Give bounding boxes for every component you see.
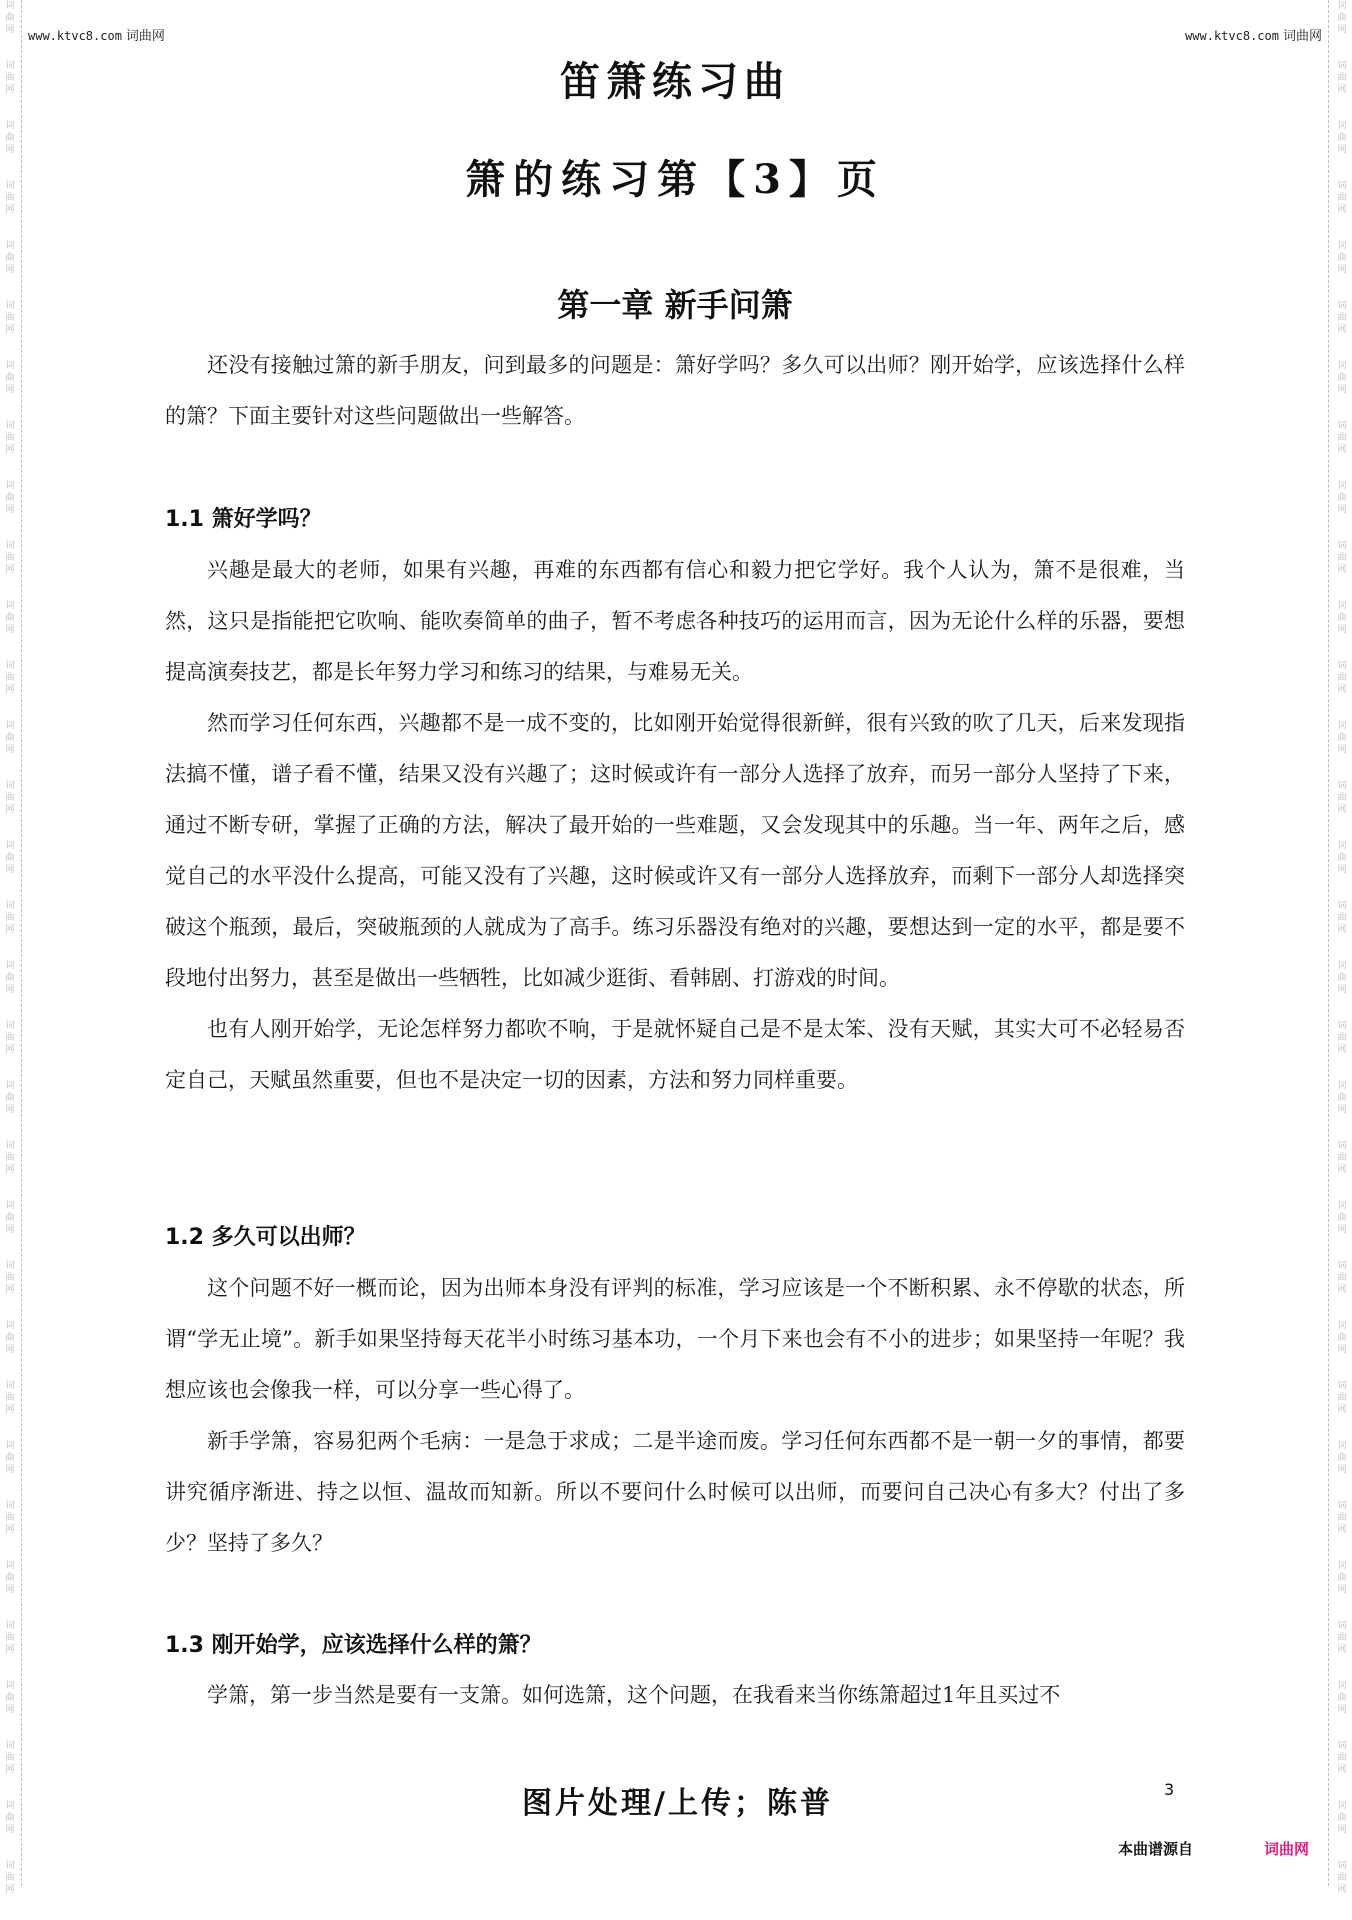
watermark-char: 网: [5, 505, 15, 515]
watermark-char: 网: [1337, 1885, 1347, 1895]
watermark-group: [1332, 1740, 1352, 1800]
watermark-char: 曲: [1337, 1333, 1347, 1343]
document-title: 笛箫练习曲: [560, 58, 790, 105]
section-body-1-3: [165, 1670, 1185, 1721]
watermark-group: [1332, 1860, 1352, 1920]
watermark-char: 曲: [5, 1513, 15, 1523]
watermark-char: 网: [5, 1105, 15, 1115]
watermark-char: 曲: [5, 1753, 15, 1763]
watermark-char: 词: [1337, 421, 1347, 431]
watermark-char: 词: [5, 1561, 15, 1571]
watermark-char: 曲: [1337, 1873, 1347, 1883]
watermark-char: 曲: [5, 373, 15, 383]
watermark-char: 网: [1337, 1105, 1347, 1115]
watermark-char: 网: [1337, 1405, 1347, 1415]
watermark-char: 词: [1337, 1201, 1347, 1211]
watermark-char: 曲: [1337, 853, 1347, 863]
watermark-char: 曲: [1337, 13, 1347, 23]
watermark-char: 曲: [5, 613, 15, 623]
watermark-char: 曲: [1337, 1753, 1347, 1763]
watermark-char: 曲: [1337, 1573, 1347, 1583]
watermark-char: 词: [1337, 1321, 1347, 1331]
watermark-char: 词: [1337, 841, 1347, 851]
watermark-group: [1332, 1140, 1352, 1200]
watermark-char: 网: [5, 1465, 15, 1475]
paragraph: 还没有接触过箫的新手朋友，问到最多的问题是：箫好学吗？多久可以出师？刚开始学，应该选择什么样的箫？下面主要针对这些问题做出一些解答。: [165, 353, 1185, 428]
watermark-char: 词: [5, 1861, 15, 1871]
watermark-char: 网: [5, 625, 15, 635]
watermark-group: [1332, 1560, 1352, 1620]
watermark-char: 曲: [1337, 973, 1347, 983]
watermark-group: [0, 1320, 20, 1380]
watermark-char: 网: [1337, 805, 1347, 815]
watermark-char: 曲: [1337, 133, 1347, 143]
watermark-char: 网: [5, 1165, 15, 1175]
site-url: www.ktvc8.com: [1185, 29, 1279, 43]
watermark-char: 词: [1337, 1681, 1347, 1691]
watermark-group: [1332, 360, 1352, 420]
watermark-char: 曲: [5, 1693, 15, 1703]
watermark-group: [1332, 1440, 1352, 1500]
watermark-char: 词: [5, 421, 15, 431]
watermark-char: 词: [1337, 1081, 1347, 1091]
watermark-char: 曲: [1337, 493, 1347, 503]
watermark-char: 曲: [1337, 1273, 1347, 1283]
watermark-char: 网: [1337, 85, 1347, 95]
paragraph: 也有人刚开始学，无论怎样努力都吹不响，于是就怀疑自己是不是太笨、没有天赋，其实大可不必轻易否定自己，天赋虽然重要，但也不是决定一切的因素，方法和努力同样重要。: [165, 1017, 1185, 1092]
watermark-char: 词: [1337, 961, 1347, 971]
watermark-group: [1332, 840, 1352, 900]
section-body-1-2: [165, 1263, 1185, 1569]
watermark-char: 网: [1337, 205, 1347, 215]
watermark-char: 词: [5, 361, 15, 371]
watermark-group: [1332, 540, 1352, 600]
watermark-char: 曲: [1337, 733, 1347, 743]
watermark-group: [1332, 960, 1352, 1020]
watermark-char: 曲: [1337, 1513, 1347, 1523]
watermark-char: 网: [1337, 145, 1347, 155]
upload-credit: 图片处理/上传；陈普: [522, 1786, 833, 1821]
watermark-char: 词: [1337, 1801, 1347, 1811]
watermark-group: [0, 900, 20, 960]
watermark-char: 网: [5, 1345, 15, 1355]
watermark-char: 网: [5, 1525, 15, 1535]
watermark-char: 词: [5, 1681, 15, 1691]
watermark-char: 网: [5, 565, 15, 575]
watermark-char: 词: [1337, 301, 1347, 311]
watermark-char: 词: [5, 1501, 15, 1511]
watermark-group: [1332, 660, 1352, 720]
watermark-char: 曲: [5, 193, 15, 203]
watermark-char: 曲: [1337, 1393, 1347, 1403]
watermark-char: 曲: [5, 973, 15, 983]
watermark-char: 曲: [5, 1333, 15, 1343]
paragraph: 学箫，第一步当然是要有一支箫。如何选箫，这个问题，在我看来当你练箫超过1年且买过不: [207, 1683, 1061, 1707]
watermark-char: 曲: [5, 253, 15, 263]
paragraph: 兴趣是最大的老师，如果有兴趣，再难的东西都有信心和毅力把它学好。我个人认为，箫不是很难，当然，这只是指能把它吹响、能吹奏简单的曲子，暂不考虑各种技巧的运用而言，因为无论什么样的乐器，要想提高演奏技艺，都是长年努力学习和练习的结果，与难易无关。: [165, 558, 1185, 684]
watermark-char: 曲: [1337, 1153, 1347, 1163]
paragraph: 然而学习任何东西，兴趣都不是一成不变的，比如刚开始觉得很新鲜，很有兴致的吹了几天，后来发现指法搞不懂，谱子看不懂，结果又没有兴趣了；这时候或许有一部分人选择了放弃，而另一部分人坚持了下来，通过不断专研，掌握了正确的方法，解决了最开始的一些难题，又会发现其中的乐趣。当一年、两年之后，感觉自己的水平没什么提高，可能又没有了兴趣，这时候或许又有一部分人选择放弃，而剩下一部分人却选择突破这个瓶颈，最后，突破瓶颈的人就成为了高手。练习乐器没有绝对的兴趣，要想达到一定的水平，都是要不段地付出努力，甚至是做出一些牺牲，比如减少逛街、看韩剧、打游戏的时间。: [165, 711, 1185, 990]
watermark-char: 词: [1337, 661, 1347, 671]
watermark-char: 词: [5, 1261, 15, 1271]
watermark-group: [1332, 480, 1352, 540]
watermark-char: 曲: [5, 1633, 15, 1643]
watermark-char: 词: [1337, 1441, 1347, 1451]
header-watermark-left[interactable]: [28, 25, 165, 44]
watermark-char: 网: [1337, 1345, 1347, 1355]
chapter-intro: [165, 340, 1185, 442]
watermark-char: 网: [5, 205, 15, 215]
watermark-char: 网: [1337, 1285, 1347, 1295]
watermark-group: [1332, 1020, 1352, 1080]
watermark-char: 网: [5, 685, 15, 695]
watermark-char: 曲: [5, 13, 15, 23]
page-subtitle: 箫的练习第【3】页: [465, 156, 885, 203]
watermark-char: 词: [1337, 1621, 1347, 1631]
watermark-char: 词: [1337, 1741, 1347, 1751]
watermark-group: [1332, 720, 1352, 780]
watermark-char: 曲: [1337, 253, 1347, 263]
watermark-char: 词: [1337, 1141, 1347, 1151]
watermark-char: 词: [5, 721, 15, 731]
watermark-char: 网: [5, 805, 15, 815]
watermark-char: 曲: [1337, 1453, 1347, 1463]
watermark-group: [0, 1500, 20, 1560]
watermark-char: 词: [5, 61, 15, 71]
watermark-char: 词: [1337, 721, 1347, 731]
watermark-char: 词: [1337, 1261, 1347, 1271]
watermark-group: [0, 1380, 20, 1440]
watermark-char: 曲: [5, 1093, 15, 1103]
watermark-char: 曲: [1337, 193, 1347, 203]
watermark-char: 网: [5, 1045, 15, 1055]
watermark-char: 词: [1337, 601, 1347, 611]
watermark-char: 曲: [1337, 73, 1347, 83]
watermark-group: [1332, 900, 1352, 960]
watermark-char: 曲: [5, 1453, 15, 1463]
watermark-char: 词: [5, 1441, 15, 1451]
watermark-char: 曲: [5, 73, 15, 83]
watermark-group: [0, 420, 20, 480]
watermark-char: 词: [1337, 1861, 1347, 1871]
watermark-char: 网: [1337, 1525, 1347, 1535]
chapter-title: 第一章 新手问箫: [557, 286, 793, 324]
watermark-char: 词: [5, 1741, 15, 1751]
watermark-char: 词: [5, 121, 15, 131]
watermark-char: 词: [5, 841, 15, 851]
watermark-char: 曲: [5, 433, 15, 443]
watermark-char: 词: [1337, 1, 1347, 11]
watermark-group: [0, 1140, 20, 1200]
watermark-char: 曲: [5, 1573, 15, 1583]
watermark-char: 网: [5, 25, 15, 35]
watermark-char: 词: [5, 961, 15, 971]
watermark-char: 曲: [5, 1873, 15, 1883]
watermark-char: 曲: [5, 673, 15, 683]
watermark-group: [0, 540, 20, 600]
watermark-group: [0, 1740, 20, 1800]
watermark-char: 网: [1337, 925, 1347, 935]
watermark-char: 曲: [5, 1393, 15, 1403]
watermark-char: 词: [1337, 1501, 1347, 1511]
watermark-group: [0, 600, 20, 660]
watermark-char: 词: [1337, 541, 1347, 551]
section-heading-1-3: 1.3 刚开始学，应该选择什么样的箫？: [165, 1633, 542, 1658]
site-name: 词曲网: [125, 29, 165, 44]
watermark-char: 曲: [1337, 1633, 1347, 1643]
watermark-group: [1332, 600, 1352, 660]
section-heading-1-2: 1.2 多久可以出师？: [165, 1225, 366, 1250]
watermark-char: 网: [5, 1585, 15, 1595]
watermark-char: 网: [5, 265, 15, 275]
watermark-char: 网: [1337, 1825, 1347, 1835]
watermark-char: 网: [5, 1225, 15, 1235]
watermark-char: 网: [1337, 565, 1347, 575]
watermark-char: 网: [5, 1405, 15, 1415]
watermark-char: 网: [5, 925, 15, 935]
watermark-char: 曲: [1337, 673, 1347, 683]
watermark-char: 网: [1337, 325, 1347, 335]
watermark-char: 词: [5, 1141, 15, 1151]
watermark-char: 网: [5, 1705, 15, 1715]
watermark-char: 曲: [5, 733, 15, 743]
watermark-char: 词: [5, 1621, 15, 1631]
watermark-char: 曲: [5, 1153, 15, 1163]
watermark-char: 曲: [5, 553, 15, 563]
watermark-char: 词: [5, 1081, 15, 1091]
watermark-char: 网: [5, 385, 15, 395]
watermark-char: 网: [1337, 685, 1347, 695]
watermark-group: [1332, 1800, 1352, 1860]
watermark-char: 词: [5, 301, 15, 311]
watermark-group: [0, 1200, 20, 1260]
watermark-char: 曲: [1337, 373, 1347, 383]
watermark-char: 词: [1337, 1381, 1347, 1391]
watermark-char: 网: [1337, 1225, 1347, 1235]
watermark-char: 网: [1337, 625, 1347, 635]
watermark-char: 网: [5, 985, 15, 995]
watermark-char: 词: [5, 1, 15, 11]
watermark-char: 曲: [1337, 913, 1347, 923]
watermark-char: 网: [5, 1645, 15, 1655]
watermark-group: [0, 840, 20, 900]
watermark-char: 曲: [5, 913, 15, 923]
watermark-char: 曲: [1337, 613, 1347, 623]
watermark-char: 词: [1337, 241, 1347, 251]
watermark-char: 网: [1337, 1045, 1347, 1055]
watermark-char: 词: [5, 241, 15, 251]
watermark-group: [1332, 1380, 1352, 1440]
watermark-char: 曲: [5, 493, 15, 503]
watermark-char: 词: [1337, 361, 1347, 371]
watermark-char: 词: [1337, 901, 1347, 911]
watermark-char: 词: [5, 1801, 15, 1811]
watermark-char: 曲: [5, 1213, 15, 1223]
watermark-char: 网: [1337, 265, 1347, 275]
watermark-group: [0, 1440, 20, 1500]
watermark-char: 词: [1337, 1021, 1347, 1031]
watermark-char: 网: [1337, 1465, 1347, 1475]
watermark-group: [1332, 1200, 1352, 1260]
watermark-char: 曲: [5, 793, 15, 803]
watermark-char: 网: [1337, 445, 1347, 455]
section-heading-1-1: 1.1 箫好学吗？: [165, 507, 322, 532]
watermark-group: [1332, 1680, 1352, 1740]
watermark-char: 曲: [5, 1033, 15, 1043]
watermark-char: 曲: [1337, 1693, 1347, 1703]
site-name: 词曲网: [1282, 29, 1322, 44]
watermark-group: [1332, 1320, 1352, 1380]
watermark-char: 网: [5, 145, 15, 155]
watermark-group: [0, 360, 20, 420]
watermark-char: 词: [5, 181, 15, 191]
watermark-char: 网: [1337, 1645, 1347, 1655]
watermark-group: [0, 1260, 20, 1320]
watermark-char: 词: [1337, 181, 1347, 191]
watermark-char: 词: [5, 1321, 15, 1331]
watermark-char: 曲: [5, 1813, 15, 1823]
watermark-char: 网: [5, 1285, 15, 1295]
watermark-char: 曲: [1337, 553, 1347, 563]
watermark-char: 网: [5, 1765, 15, 1775]
watermark-char: 词: [5, 901, 15, 911]
watermark-char: 词: [5, 661, 15, 671]
watermark-char: 网: [1337, 1165, 1347, 1175]
site-url: www.ktvc8.com: [28, 29, 122, 43]
watermark-char: 网: [1337, 985, 1347, 995]
watermark-group: [0, 960, 20, 1020]
watermark-char: 词: [5, 1381, 15, 1391]
watermark-group: [1332, 1620, 1352, 1680]
watermark-group: [0, 1800, 20, 1860]
watermark-char: 曲: [1337, 433, 1347, 443]
watermark-char: 曲: [1337, 1033, 1347, 1043]
header-watermark-right[interactable]: [1185, 25, 1322, 44]
watermark-char: 词: [5, 541, 15, 551]
watermark-char: 词: [5, 1201, 15, 1211]
watermark-char: 曲: [5, 133, 15, 143]
watermark-group: [0, 480, 20, 540]
watermark-group: [1332, 420, 1352, 480]
watermark-char: 网: [1337, 865, 1347, 875]
watermark-char: 网: [1337, 1765, 1347, 1775]
watermark-char: 网: [5, 85, 15, 95]
watermark-char: 词: [5, 601, 15, 611]
paragraph: 这个问题不好一概而论，因为出师本身没有评判的标准，学习应该是一个不断积累、永不停歇的状态，所谓“学无止境”。新手如果坚持每天花半小时练习基本功，一个月下来也会有不小的进步；如果坚持一年呢？我想应该也会像我一样，可以分享一些心得了。: [165, 1276, 1185, 1402]
page-number: 3: [1164, 1780, 1175, 1799]
watermark-char: 曲: [1337, 793, 1347, 803]
watermark-char: 网: [5, 865, 15, 875]
watermark-group: [0, 1620, 20, 1680]
source-label: 本曲谱源自: [1118, 1840, 1194, 1858]
watermark-char: 曲: [5, 1273, 15, 1283]
watermark-group: [1332, 780, 1352, 840]
watermark-char: 词: [5, 781, 15, 791]
watermark-char: 词: [1337, 781, 1347, 791]
paragraph: 新手学箫，容易犯两个毛病：一是急于求成；二是半途而废。学习任何东西都不是一朝一夕的事情，都要讲究循序渐进、持之以恒、温故而知新。所以不要问什么时候可以出师，而要问自己决心有多大？付出了多少？坚持了多久？: [165, 1429, 1185, 1555]
watermark-char: 网: [1337, 745, 1347, 755]
watermark-char: 网: [5, 445, 15, 455]
watermark-char: 曲: [1337, 1093, 1347, 1103]
watermark-char: 曲: [5, 853, 15, 863]
watermark-group: [1332, 1080, 1352, 1140]
watermark-char: 网: [1337, 385, 1347, 395]
watermark-char: 网: [1337, 505, 1347, 515]
watermark-group: [0, 1860, 20, 1920]
watermark-char: 网: [1337, 1705, 1347, 1715]
watermark-char: 词: [5, 481, 15, 491]
watermark-char: 网: [5, 1885, 15, 1895]
watermark-group: [0, 1680, 20, 1740]
watermark-group: [0, 720, 20, 780]
watermark-char: 词: [1337, 1561, 1347, 1571]
watermark-char: 网: [1337, 25, 1347, 35]
watermark-char: 词: [1337, 61, 1347, 71]
watermark-group: [0, 1080, 20, 1140]
watermark-char: 网: [1337, 1585, 1347, 1595]
watermark-group: [0, 1560, 20, 1620]
watermark-char: 网: [5, 325, 15, 335]
section-body-1-1: [165, 545, 1185, 1106]
watermark-group: [0, 660, 20, 720]
watermark-char: 词: [5, 1021, 15, 1031]
source-site-link[interactable]: 词曲网: [1264, 1840, 1310, 1858]
watermark-char: 曲: [1337, 1213, 1347, 1223]
watermark-char: 曲: [1337, 1813, 1347, 1823]
watermark-char: 词: [1337, 481, 1347, 491]
watermark-char: 网: [5, 745, 15, 755]
watermark-group: [1332, 1260, 1352, 1320]
watermark-group: [0, 1020, 20, 1080]
watermark-char: 网: [5, 1825, 15, 1835]
watermark-group: [1332, 1500, 1352, 1560]
watermark-char: 曲: [1337, 313, 1347, 323]
watermark-char: 曲: [5, 313, 15, 323]
watermark-char: 词: [1337, 121, 1347, 131]
watermark-group: [0, 780, 20, 840]
